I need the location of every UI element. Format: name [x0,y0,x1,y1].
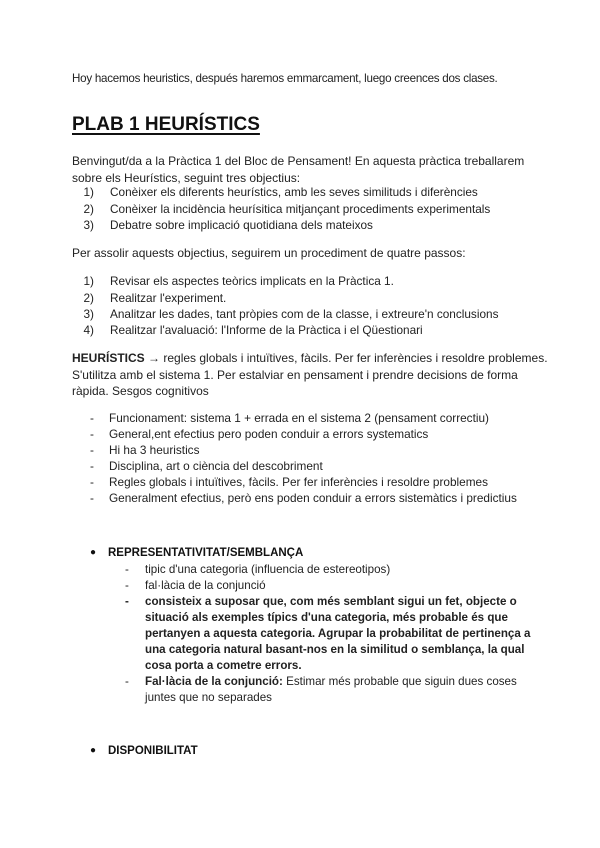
dash-item-text: Regles globals i intuïtives, fàcils. Per fer inferències i resoldre problemes [109,475,488,489]
objective-number: 3) [83,218,94,232]
sub-item-continuation: juntes que no separades [145,691,272,704]
welcome-line-2: sobre els Heurístics, seguint tres objectius: [72,171,301,185]
sub-item-bold-line: pertanyen a aquesta categoria. Agrupar la probabilitat de pertinença a [145,627,531,640]
sub-item-text: Estimar més probable que siguin dues coses [282,675,517,688]
step-number: 2) [83,291,94,305]
dash-item [90,458,323,474]
bullet-icon: ● [90,547,97,558]
objective-number: 2) [83,202,94,216]
step-text: Realitzar l'avaluació: l'Informe de la Pràctica i el Qüestionari [110,323,423,337]
dash-item-text: Generalment efectius, però ens poden conduir a errors sistemàtics i predictius [109,491,517,505]
sub-item [125,674,517,690]
dash-item-text: Disciplina, art o ciència del descobriment [109,459,323,473]
sub-item-text: consisteix a suposar que, com més semblant sigui un fet, objecte o [145,595,517,608]
step-text: Analitzar les dades, tant pròpies com de la classe, i extreure'n conclusions [110,307,499,321]
welcome-line-1: Benvingut/da a la Pràctica 1 del Bloc de Pensament! En aquesta pràctica treballarem [72,154,525,168]
section-heading-text: REPRESENTATIVITAT/SEMBLANÇA [108,547,304,559]
sub-item-bold-line: cosa porta a cometre errors. [145,659,302,672]
bullet-icon: ● [90,745,97,756]
dash-mark: - [90,427,94,441]
representativitat-heading [90,547,304,559]
sub-item-text: tipic d'una categoria (influencia de estereotipos) [145,563,391,576]
dash-mark: - [125,579,129,592]
dash-item [90,426,429,442]
objective-text: Debatre sobre implicació quotidiana dels mateixos [110,218,373,232]
sub-item-bold-line [125,594,517,610]
sub-item-text: fal·làcia de la conjunció [145,579,266,592]
sub-item-bold-line: una categoria natural basant-nos en la similitud o semblança, la qual [145,643,525,656]
steps-intro: Per assolir aquests objectius, seguirem un procediment de quatre passos: [72,246,466,260]
sub-item-term: Fal·làcia de la conjunció: [145,675,283,688]
disponibilitat-heading [90,745,198,757]
dash-item-text: Hi ha 3 heuristics [109,443,200,457]
dash-item-text: Funcionament: sistema 1 + errada en el sistema 2 (pensament correctiu) [109,411,489,425]
dash-mark: - [90,411,94,425]
step-text: Revisar els aspectes teòrics implicats en la Pràctica 1. [110,274,394,288]
intro-line: Hoy hacemos heuristics, después haremos emmarcament, luego creences dos clases. [72,72,498,85]
dash-mark: - [125,563,129,576]
dash-mark: - [90,443,94,457]
dash-item-text: General,ent efectius pero poden conduir a errors systematics [109,427,429,441]
step-number: 4) [83,323,94,337]
step-text: Realitzar l'experiment. [110,291,227,305]
dash-mark: - [90,475,94,489]
dash-mark: - [125,595,129,608]
dash-item [90,490,517,506]
heuristics-def-line-3: ràpida. Sesgos cognitivos [72,384,209,398]
step-number: 3) [83,307,94,321]
objective-number: 1) [83,185,94,199]
sub-item [125,578,266,594]
sub-item-bold-line: situació als exemples típics d'una categoria, més probable és que [145,611,508,624]
objective-text: Conèixer la incidència heurísitica mitjançant procediments experimentals [110,202,491,216]
heuristics-def-line-1 [72,350,548,367]
dash-item [90,474,488,490]
heuristics-def-rest: → regles globals i intuïtives, fàcils. Per fer inferències i resoldre problemes. [144,351,548,365]
dash-item [90,442,200,458]
dash-mark: - [90,491,94,505]
dash-mark: - [90,459,94,473]
dash-item [90,410,489,426]
section-heading-text: DISPONIBILITAT [108,745,198,757]
heuristics-def-line-2: S'utilitza amb el sistema 1. Per estalviar en pensament i prendre decisions de forma [72,368,518,382]
dash-mark: - [125,675,129,688]
objective-text: Conèixer els diferents heurístics, amb les seves similituds i diferències [110,185,478,199]
page-title: PLAB 1 HEURÍSTICS [72,114,260,135]
heuristics-term: HEURÍSTICS [72,351,145,365]
sub-item [125,562,391,578]
step-number: 1) [83,274,94,288]
